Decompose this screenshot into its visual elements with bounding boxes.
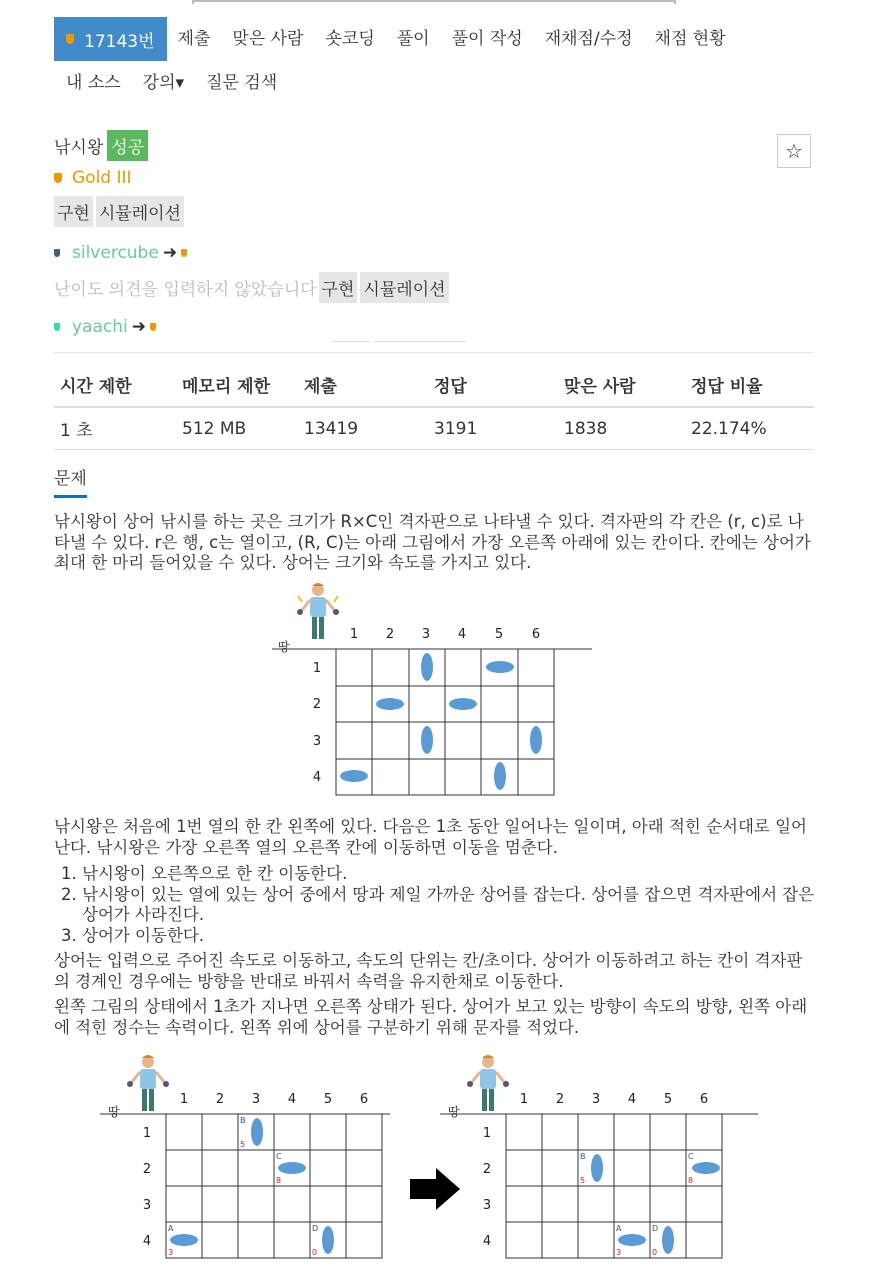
- shark-icon: [421, 653, 433, 681]
- problem-paragraph: 낚시왕이 상어 낚시를 하는 곳은 크기가 R×C인 격자판으로 나타낼 수 있다. 격자판의 각 칸은 (r, c)로 나타낼 수 있다. r은 행, c는 열이고, (R, C)는 아래 그림에서 가장 오른쪽 아래에 있는 칸이다. 칸에는 상어가 최대 한 마리 들어있을 수 있다. 상어는 크기와 속도를 가지고 있다.: [54, 512, 811, 572]
- shark-speed-label: 8: [688, 1176, 694, 1185]
- shark-icon: [251, 1118, 263, 1146]
- nav-problem-id[interactable]: [54, 17, 167, 61]
- divider: [54, 352, 814, 353]
- accepted-value: 3191: [428, 407, 558, 450]
- ground-label: 땅: [278, 640, 290, 654]
- shark-icon: [618, 1234, 646, 1246]
- silver-tier-icon: [54, 249, 60, 257]
- row-label: 4: [312, 770, 322, 785]
- gold-tier-icon: [181, 249, 187, 257]
- row-label: 4: [482, 1234, 492, 1249]
- row-label: 1: [142, 1126, 152, 1141]
- grid: [336, 649, 554, 795]
- col-label: 2: [555, 1092, 565, 1107]
- grid-figure-before: [100, 1052, 396, 1266]
- row-label: 4: [142, 1234, 152, 1249]
- opinion-text: 난이도 의견을 입력하지 않았습니다: [54, 280, 317, 300]
- shark-icon: [530, 726, 542, 754]
- shark-id-label: B: [240, 1116, 246, 1125]
- opinion-tag-simulation[interactable]: 시뮬레이션: [360, 272, 448, 303]
- header-time-limit: 시간 제한: [54, 366, 176, 407]
- row-label: 3: [142, 1198, 152, 1213]
- opinion-tag-implementation[interactable]: 구현: [319, 272, 358, 303]
- plat-tier-icon: [54, 323, 60, 331]
- grid-figure-svg: [272, 580, 602, 802]
- section-title-problem: 문제: [54, 464, 87, 498]
- shark-id-label: C: [276, 1152, 282, 1161]
- shark-icon: [278, 1162, 306, 1174]
- row-label: 3: [312, 734, 322, 749]
- submissions-value: 13419: [298, 407, 428, 450]
- ground-label: 땅: [448, 1105, 460, 1119]
- contributor-row: [54, 243, 187, 263]
- grid-figure-after: [440, 1052, 770, 1266]
- tier-label[interactable]: Gold III: [72, 168, 132, 188]
- header-memory-limit: 메모리 제한: [176, 366, 298, 407]
- shark-id-label: C: [688, 1152, 694, 1161]
- memory-limit-value: 512 MB: [176, 407, 298, 450]
- nav-rejudge[interactable]: 재채점/수정: [544, 29, 633, 49]
- difficulty-opinion-row: [54, 272, 452, 303]
- nav-submit[interactable]: 제출: [177, 29, 211, 49]
- col-label: 5: [663, 1092, 673, 1107]
- col-label: 5: [323, 1092, 333, 1107]
- table-header-row: [54, 366, 814, 407]
- shark-icon: [591, 1154, 603, 1182]
- nav-solved-users[interactable]: 맞은 사람: [232, 29, 304, 49]
- col-label: 1: [349, 627, 359, 642]
- list-item: 2. 낚시왕이 있는 열에 있는 상어 중에서 땅과 제일 가까운 상어를 잡는다. 상어를 잡으면 격자판에서 잡은 상어가 사라진다.: [82, 885, 816, 926]
- ground-label: 땅: [108, 1105, 120, 1119]
- grid-figure-before-svg: [100, 1052, 396, 1266]
- col-label: 4: [627, 1092, 637, 1107]
- nav-lecture[interactable]: 강의▾: [142, 73, 185, 93]
- top-edge: [192, 0, 194, 4]
- contributor-name[interactable]: yaachi: [72, 317, 128, 337]
- col-label: 4: [457, 627, 467, 642]
- shark-icon: [170, 1234, 198, 1246]
- header-accepted: 정답: [428, 366, 558, 407]
- steps-list: [54, 864, 816, 946]
- shark-icon: [376, 698, 404, 710]
- tab-line: [374, 341, 466, 346]
- shark-icon: [340, 770, 368, 782]
- row-label: 2: [312, 697, 322, 712]
- shark-icon: [322, 1226, 334, 1254]
- problem-paragraph: 상어는 입력으로 주어진 속도로 이동하고, 속도의 단위는 칸/초이다. 상어가 이동하려고 하는 칸이 격자판의 경계인 경우에는 방향을 반대로 바꿔서 속력을 유지한채로 이동한다.: [54, 951, 803, 991]
- problem-nav: [54, 17, 814, 105]
- shark-id-label: D: [652, 1224, 659, 1233]
- shark-icon: [421, 726, 433, 754]
- shark-speed-label: 0: [312, 1248, 318, 1257]
- nav-write-solution[interactable]: 풀이 작성: [451, 29, 523, 49]
- contributor-row: [54, 317, 156, 337]
- col-label: 1: [519, 1092, 529, 1107]
- nav-question-search[interactable]: 질문 검색: [206, 73, 278, 93]
- list-item: 1. 낚시왕이 오른쪽으로 한 칸 이동한다.: [82, 864, 816, 885]
- time-limit-value: 1 초: [54, 407, 176, 450]
- list-item: 3. 상어가 이동한다.: [82, 926, 816, 947]
- col-label: 5: [494, 627, 504, 642]
- tag-implementation[interactable]: 구현: [54, 196, 93, 227]
- hidden-tabs: [332, 341, 470, 346]
- problem-paragraph: 왼쪽 그림의 상태에서 1초가 지나면 오른쪽 상태가 된다. 상어가 보고 있는 방향이 속도의 방향, 왼쪽 아래에 적힌 정수는 속력이다. 왼쪽 위에 상어를 구분하기 위해 문자를 적었다.: [54, 997, 808, 1037]
- grid-figure-after-svg: [440, 1052, 770, 1266]
- contributor-name[interactable]: silvercube: [72, 243, 159, 263]
- col-label: 2: [385, 627, 395, 642]
- table-row: [54, 407, 814, 450]
- grid-figure: [272, 580, 602, 802]
- shark-icon: [494, 762, 506, 790]
- fisherman-icon: [127, 1055, 169, 1111]
- nav-solution[interactable]: 풀이: [396, 29, 430, 49]
- shark-speed-label: 8: [276, 1176, 282, 1185]
- problem-id-label: 17143번: [84, 31, 155, 52]
- arrow-right-icon: ➜: [162, 243, 178, 263]
- result-badge: 성공: [107, 130, 148, 161]
- nav-row: [54, 61, 814, 105]
- shark-icon: [449, 698, 477, 710]
- header-solved-users: 맞은 사람: [558, 366, 685, 407]
- shark-icon: [662, 1226, 674, 1254]
- grid: [166, 1114, 382, 1258]
- solved-users-value: 1838: [558, 407, 685, 450]
- top-edge: [674, 0, 676, 4]
- fisherman-icon: [297, 583, 339, 639]
- shark-id-label: A: [616, 1224, 622, 1233]
- header-submissions: 제출: [298, 366, 428, 407]
- fisherman-icon: [467, 1055, 509, 1111]
- shark-id-label: D: [312, 1224, 319, 1233]
- grid: [506, 1114, 722, 1258]
- problem-title: 낚시왕: [54, 138, 104, 158]
- col-label: 6: [531, 627, 541, 642]
- tier-icon: [66, 34, 74, 44]
- col-label: 2: [215, 1092, 225, 1107]
- row-label: 2: [142, 1162, 152, 1177]
- tab-line: [332, 341, 370, 346]
- problem-title-row: [54, 130, 148, 161]
- accept-ratio-value: 22.174%: [685, 407, 814, 450]
- col-label: 6: [699, 1092, 709, 1107]
- star-icon: ☆: [785, 139, 803, 163]
- row-label: 3: [482, 1198, 492, 1213]
- shark-icon: [486, 661, 514, 673]
- tag-list: [54, 196, 187, 227]
- col-label: 6: [359, 1092, 369, 1107]
- col-label: 4: [287, 1092, 297, 1107]
- favorite-star-button[interactable]: [777, 134, 811, 168]
- shark-speed-label: 5: [240, 1140, 246, 1149]
- row-label: 1: [482, 1126, 492, 1141]
- col-label: 3: [251, 1092, 261, 1107]
- shark-speed-label: 3: [168, 1248, 174, 1257]
- col-label: 3: [591, 1092, 601, 1107]
- top-edge: [192, 0, 676, 2]
- shark-speed-label: 0: [652, 1248, 658, 1257]
- gold-tier-icon: [54, 173, 62, 183]
- arrow-right-icon: ➜: [131, 317, 146, 337]
- shark-id-label: A: [168, 1224, 174, 1233]
- shark-speed-label: 3: [616, 1248, 622, 1257]
- problem-paragraph: 낚시왕은 처음에 1번 열의 한 칸 왼쪽에 있다. 다음은 1초 동안 일어나는 일이며, 아래 적힌 순서대로 일어난다. 낚시왕은 가장 오른쪽 열의 오른쪽 칸에 이동하면 이동을 멈춘다.: [54, 817, 807, 857]
- row-label: 1: [312, 661, 322, 676]
- problem-info-table: [54, 366, 814, 450]
- tier-row: [54, 168, 132, 188]
- gold-tier-icon: [150, 323, 156, 331]
- row-label: 2: [482, 1162, 492, 1177]
- shark-id-label: B: [580, 1152, 586, 1161]
- nav-row: [54, 17, 814, 61]
- nav-shortcoding[interactable]: 숏코딩: [325, 29, 375, 49]
- shark-icon: [692, 1162, 720, 1174]
- nav-status[interactable]: 채점 현황: [654, 29, 726, 49]
- col-label: 1: [179, 1092, 189, 1107]
- shark-speed-label: 5: [580, 1176, 586, 1185]
- col-label: 3: [421, 627, 431, 642]
- header-accept-ratio: 정답 비율: [685, 366, 814, 407]
- nav-my-source[interactable]: 내 소스: [66, 73, 121, 93]
- tag-simulation[interactable]: 시뮬레이션: [96, 196, 184, 227]
